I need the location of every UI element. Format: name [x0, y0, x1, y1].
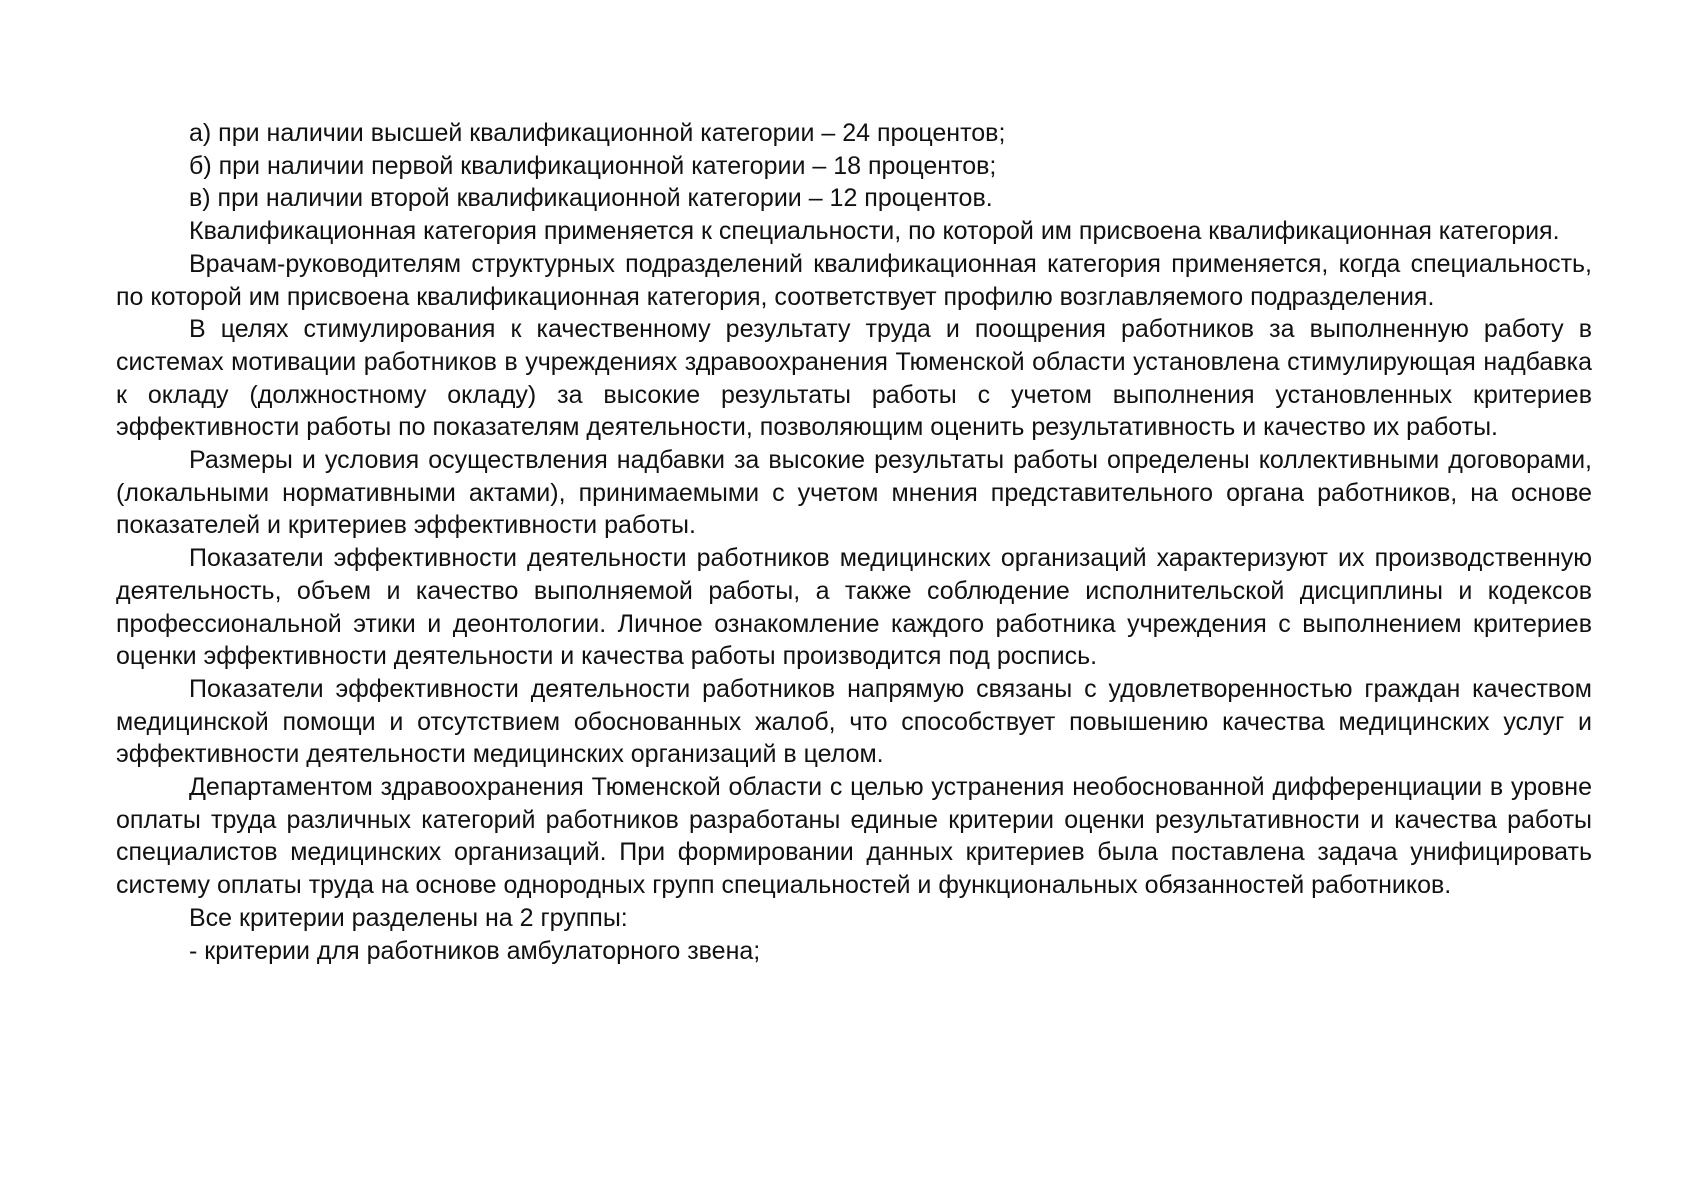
category-list-item-b: б) при наличии первой квалификационной категории – 18 процентов;: [189, 151, 997, 180]
category-list-item-c: в) при наличии второй квалификационной категории – 12 процентов.: [189, 184, 993, 213]
paragraph-bonus-conditions: Размеры и условия осуществления надбавки за высокие результаты работы определены коллективными договорами, (локальными нормативными актами), принимаемыми с учетом мнения представительного органа работников, на основе показателей и критериев эффективности работы.: [116, 446, 1592, 540]
paragraph-category-specialty: Квалификационная категория применяется к специальности, по которой им присвоена квалификационная категория.: [189, 217, 1560, 246]
paragraph-performance-indicators: Показатели эффективности деятельности работников медицинских организаций характеризуют их производственную деятельность, объем и качество выполняемой работы, а также соблюдение исполнительской дисциплины и кодексов профессиональной этики и деонтологии. Личное ознакомление каждого работника учреждения с выполнением критериев оценки эффективности деятельности и качества работы производится под роспись.: [116, 544, 1592, 671]
paragraph-citizen-satisfaction: Показатели эффективности деятельности работников напрямую связаны с удовлетворенностью граждан качеством медицинской помощи и отсутствием обоснованных жалоб, что способствует повышению качества медицинских услуг и эффективности деятельности медицинских организаций в целом.: [116, 674, 1592, 769]
paragraph-incentive-bonus: В целях стимулирования к качественному результату труда и поощрения работников за выполненную работу в системах мотивации работников в учреждениях здравоохранения Тюменской области установлена стимулирующая надбавка к окладу (должностному окладу) за высокие результаты работы с учетом выполнения установленных критериев эффективности работы по показателям деятельности, позволяющим оценить результативность и качество их работы.: [116, 315, 1592, 442]
criteria-groups-intro: Все критерии разделены на 2 группы:: [189, 903, 628, 932]
document-page: [116, 117, 1592, 967]
paragraph-unified-criteria: Департаментом здравоохранения Тюменской области с целью устранения необоснованной дифференциации в уровне оплаты труда различных категорий работников разработаны единые критерии оценки результативности и качества работы специалистов медицинских организаций. При формировании данных критериев была поставлена задача унифицировать систему оплаты труда на основе однородных групп специальностей и функциональных обязанностей работников.: [116, 773, 1592, 900]
category-list-item-a: а) при наличии высшей квалификационной категории – 24 процентов;: [189, 119, 1006, 147]
paragraph-department-heads: Врачам-руководителям структурных подразделений квалификационная категория применяется, когда специальность, по которой им присвоена квалификационная категория, соответствует профилю возглавляемого подразделения.: [116, 249, 1592, 311]
criteria-group-outpatient: - критерии для работников амбулаторного звена;: [189, 936, 761, 965]
